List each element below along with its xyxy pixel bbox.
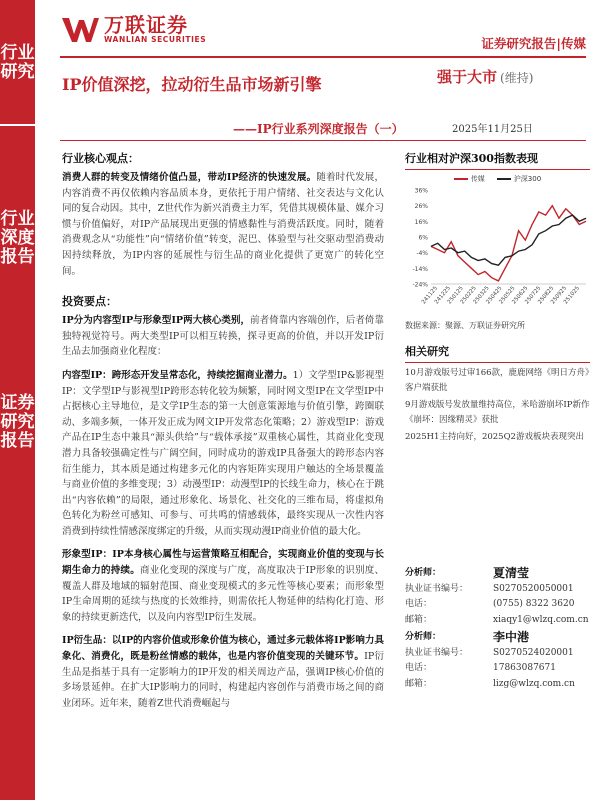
x-tick-label: 250225 bbox=[459, 285, 478, 306]
analyst-role: 分析师： bbox=[405, 632, 442, 642]
title-divider bbox=[60, 140, 586, 141]
x-tick-label: 250625 bbox=[511, 285, 530, 306]
legend-swatch-csi300 bbox=[497, 178, 511, 180]
x-tick-label: 250125 bbox=[446, 285, 465, 306]
analyst-card bbox=[405, 630, 590, 692]
performance-line-chart bbox=[405, 184, 590, 314]
sidebar-label-depth-report: 行业深度报告 bbox=[0, 209, 35, 267]
brand-logo bbox=[60, 14, 206, 44]
related-research-heading: 相关研究 bbox=[405, 343, 590, 363]
core-view-paragraph bbox=[62, 170, 384, 279]
x-tick-label: 250425 bbox=[485, 285, 504, 306]
legend-item-csi300 bbox=[497, 174, 541, 184]
invest-p3-lead: 形象型IP：IP本身核心属性与运营策略互相配合，实现商业价值的变现与长期生命力的持续。 bbox=[62, 549, 384, 577]
email-label: 邮箱： bbox=[405, 678, 433, 689]
invest-p3-body: 商业化变现的深度与广度，高度取决于IP形象的识别度、覆盖人群及地域的辐射范围、商业变现模式的多元性等核心要素；而形象型IP生命周期的延续与热度的长效维持，则需依托人物延伸的结构化打造、形象的持续更新迭代，以及向内容型IP衍生发展。 bbox=[62, 565, 384, 623]
legend-label-media: 传媒 bbox=[470, 175, 485, 183]
invest-p4-lead: IP衍生品：以IP的内容价值或形象价值为核心，通过多元载体将IP影响力具象化、消费化，既是粉丝情感的载体，也是内容价值变现的关键环节。 bbox=[62, 635, 384, 663]
x-tick-label: 250725 bbox=[524, 285, 543, 306]
invest-paragraph-4 bbox=[62, 633, 384, 711]
y-tick-label: -14% bbox=[412, 265, 428, 273]
report-date: 2025年11月25日 bbox=[452, 124, 533, 135]
y-tick-label: 16% bbox=[414, 218, 428, 226]
brand-name-en: WANLIAN SECURITIES bbox=[104, 34, 207, 44]
series-line-1 bbox=[431, 215, 586, 265]
left-sidebar bbox=[0, 0, 35, 800]
rating-label: 强于大市 bbox=[437, 68, 498, 86]
cert-value: S0270520050001 bbox=[493, 583, 574, 594]
cert-value: S0270524020001 bbox=[493, 647, 574, 658]
invest-p4-body: IP衍生品是指基于具有一定影响力的IP开发的相关周边产品，强调IP核心价值的多场景延伸。在扩大IP影响力的同时，构建起内容创作与消费市场之间的商业闭环。近年来，随着Z世代消费崛起与 bbox=[62, 651, 384, 709]
side-column bbox=[405, 150, 590, 445]
invest-p1-body: 前者倚靠内容端创作，后者倚靠独特视觉符号。两大类型IP可以相互转换，探寻更高的价值，并以开发IP衍生品去加强商业化程度： bbox=[62, 315, 384, 358]
report-type-label: 证券研究报告|传媒 bbox=[481, 36, 586, 51]
related-item[interactable]: 10月游戏版号过审166款，鹿鹿网络《明日方舟》客户端获批 bbox=[405, 368, 590, 393]
email-value[interactable]: lizg@wlzq.com.cn bbox=[493, 678, 575, 689]
y-tick-label: 26% bbox=[414, 203, 428, 211]
y-tick-label: -4% bbox=[416, 250, 428, 258]
y-tick-label: 36% bbox=[414, 187, 428, 195]
analyst-name: 李中港 bbox=[493, 630, 530, 644]
x-tick-label: 250925 bbox=[550, 285, 569, 306]
y-tick-label: 6% bbox=[418, 234, 428, 242]
invest-p2-body: 1）文学型IP&影视型IP：文学型IP与影视型IP跨形态转化较为频繁，同时网文型IP在文学型IP中占据核心主导地位，是文学IP生态的第一大创意策源地与价值引擎，跨圈联动、多端多频，一体开发正成为网文IP开发常态化策略；2）游戏型IP：游戏产品在IP生态中兼具“源头供给”与“载体承接”双重核心属性，其商业化变现潜力具备较强确定性与广阔空间，同时成功的游戏IP具备强大的跨形态内容衍生能力，其本质是通过构建多元化的内容矩阵实现用户触达的全场景覆盖与商业价值的多维变现；3）动漫型IP：动漫型IP的长线生命力，核心在于跳出“内容依赖”的局限，通过形象化、场景化、社交化的三维布局，将虚拟角色转化为粉丝可感知、可参与、可共鸣的情感载体，最终实现从一次性内容消费到持续性情感深度绑定的升级，从而实现动漫IP商业价值的最大化。 bbox=[62, 369, 384, 537]
report-title: IP价值深挖，拉动衍生品市场新引擎 bbox=[62, 75, 322, 94]
sidebar-label-industry-research: 行业研究 bbox=[0, 43, 35, 82]
series-line-0 bbox=[431, 206, 586, 281]
cert-label: 执业证书编号： bbox=[405, 583, 469, 594]
email-value[interactable]: xiaqy1@wlzq.com.cn bbox=[493, 614, 589, 625]
sidebar-divider bbox=[0, 124, 35, 126]
analyst-role: 分析师： bbox=[405, 568, 442, 578]
invest-p1-lead: IP分为内容型IP与形象型IP两大核心类别， bbox=[62, 315, 251, 327]
invest-paragraph-3 bbox=[62, 547, 384, 625]
brand-name-cn: 万联证券 bbox=[104, 12, 188, 37]
y-tick-label: -24% bbox=[412, 281, 428, 289]
wanlian-logo-icon bbox=[60, 14, 100, 44]
x-tick-label: 241225 bbox=[433, 285, 452, 306]
legend-item-media bbox=[454, 174, 485, 184]
invest-p2-lead: 内容型IP：跨形态开发呈常态化，持续挖掘商业潜力。 bbox=[62, 369, 293, 381]
invest-points-heading: 投资要点： bbox=[62, 295, 117, 309]
core-view-body: 随着时代发展，内容消费不再仅依赖内容品质本身，更依托于用户情绪、社交表达与文化认同的复合动因。其中，Z世代作为新兴消费主力军，凭借其规模体量、媒介习惯与价值偏好，对IP产品展现出更强的情感黏性与消费活跃度。同时，随着消费观念从“功能性”向“情绪价值”转变，泥巴、体验型与社交驱动型消费动因持续释放，为IP内容的延展性与衍生品的商业化提供了更宽广的转化空间。 bbox=[62, 172, 384, 277]
cert-label: 执业证书编号： bbox=[405, 647, 469, 658]
x-tick-label: 250825 bbox=[537, 285, 556, 306]
related-item[interactable]: 2025H1主持向好，2025Q2游戏板块表现突出 bbox=[405, 432, 584, 442]
chart-legend bbox=[405, 174, 590, 184]
core-view-lead: 消费人群的转变及情绪价值凸显，带动IP经济的快速发展。 bbox=[62, 172, 317, 183]
email-label: 邮箱： bbox=[405, 614, 433, 625]
phone-value: (0755) 8322 3620 bbox=[493, 599, 575, 609]
phone-label: 电话： bbox=[405, 663, 433, 673]
phone-value: 17863087671 bbox=[493, 663, 556, 673]
header-rule bbox=[60, 56, 586, 58]
analyst-card bbox=[405, 566, 590, 628]
x-tick-label: 250525 bbox=[498, 285, 517, 306]
phone-label: 电话： bbox=[405, 599, 433, 609]
chart-title: 行业相对沪深300指数表现 bbox=[405, 150, 590, 170]
invest-paragraph-1 bbox=[62, 313, 384, 360]
related-item[interactable]: 9月游戏版号发放量维持高位，米哈游崩坏IP新作《崩坏：因缘精灵》获批 bbox=[405, 400, 590, 425]
x-tick-label: 241125 bbox=[420, 285, 439, 306]
chart-source: 数据来源：聚源、万联证券研究所 bbox=[405, 321, 525, 330]
legend-label-csi300: 沪深300 bbox=[513, 175, 542, 183]
legend-swatch-media bbox=[454, 178, 468, 180]
analyst-name: 夏清莹 bbox=[493, 566, 530, 580]
rating-note: (维持) bbox=[500, 71, 534, 85]
main-column bbox=[62, 150, 384, 711]
rating-badge bbox=[437, 66, 533, 87]
x-tick-label: 251025 bbox=[562, 285, 582, 306]
report-subtitle: ——IP行业系列深度报告（一） bbox=[233, 122, 404, 136]
x-tick-label: 250325 bbox=[472, 285, 491, 306]
invest-paragraph-2 bbox=[62, 368, 384, 540]
core-view-heading: 行业核心观点： bbox=[62, 152, 139, 165]
sidebar-label-securities-report: 证券研究报告 bbox=[0, 393, 35, 451]
